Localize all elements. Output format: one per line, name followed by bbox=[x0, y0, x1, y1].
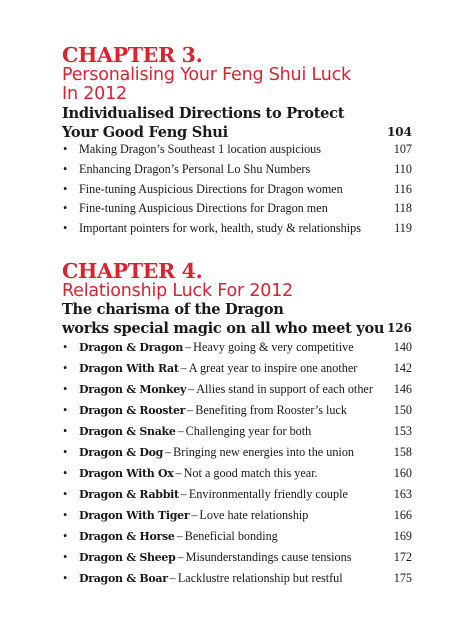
bullet-icon: • bbox=[63, 201, 68, 216]
chapter-3-section[interactable] bbox=[62, 104, 412, 142]
chapter-4-section-page: 126 bbox=[386, 321, 412, 335]
item-text bbox=[79, 400, 347, 421]
bullet-icon: • bbox=[63, 424, 68, 438]
item-page: 163 bbox=[393, 487, 412, 501]
bullet-icon: • bbox=[63, 382, 68, 396]
item-description: Not a good match this year. bbox=[183, 466, 318, 480]
list-item[interactable] bbox=[62, 199, 412, 219]
item-page: 166 bbox=[393, 508, 412, 522]
chapter-4-heading bbox=[62, 260, 402, 301]
bullet-icon: • bbox=[63, 181, 68, 196]
bullet-icon: • bbox=[63, 361, 68, 375]
list-item[interactable] bbox=[62, 180, 412, 200]
chapter-4-section[interactable] bbox=[62, 300, 412, 338]
item-text: Fine-tuning Auspicious Directions for Dragon women bbox=[79, 181, 343, 196]
item-page: 116 bbox=[394, 181, 412, 196]
item-page: 169 bbox=[393, 529, 412, 543]
chapter-3-list bbox=[62, 140, 412, 239]
chapter-3-heading bbox=[62, 44, 402, 104]
chapter-4-number: CHAPTER 4. bbox=[62, 259, 203, 283]
item-pairing: Dragon & Rooster bbox=[79, 404, 186, 417]
item-page: 142 bbox=[393, 361, 412, 375]
bullet-icon: • bbox=[63, 403, 68, 417]
dash-separator: – bbox=[177, 550, 184, 564]
chapter-4-title-line-1: Relationship Luck For 2012 bbox=[62, 281, 294, 301]
item-page: 158 bbox=[393, 445, 412, 459]
item-pairing: Dragon With Tiger bbox=[79, 509, 190, 522]
item-text bbox=[79, 505, 308, 526]
item-page: 119 bbox=[394, 221, 412, 236]
item-pairing: Dragon & Snake bbox=[79, 425, 176, 438]
dash-separator: – bbox=[191, 508, 198, 522]
chapter-3-number: CHAPTER 3. bbox=[62, 43, 203, 67]
item-page: 118 bbox=[394, 201, 412, 216]
dash-separator: – bbox=[180, 487, 187, 501]
bullet-icon: • bbox=[63, 221, 68, 236]
dash-separator: – bbox=[188, 382, 195, 396]
list-item[interactable] bbox=[62, 526, 412, 547]
item-page: 172 bbox=[393, 550, 412, 564]
item-pairing: Dragon & Boar bbox=[79, 572, 168, 585]
bullet-icon: • bbox=[63, 550, 68, 564]
item-page: 175 bbox=[393, 571, 412, 585]
chapter-3-section-line-2: Your Good Feng Shui bbox=[62, 124, 228, 141]
dash-separator: – bbox=[177, 424, 184, 438]
item-description: Environmentally friendly couple bbox=[188, 487, 348, 501]
item-text: Enhancing Dragon’s Personal Lo Shu Numbers bbox=[79, 161, 311, 176]
item-pairing: Dragon & Dragon bbox=[79, 341, 184, 354]
chapter-4-list bbox=[62, 337, 412, 589]
bullet-icon: • bbox=[63, 161, 68, 176]
item-text bbox=[79, 547, 351, 568]
dash-separator: – bbox=[165, 445, 172, 459]
item-description: Misunderstandings cause tensions bbox=[185, 550, 352, 564]
list-item[interactable] bbox=[62, 505, 412, 526]
item-text bbox=[79, 358, 357, 379]
item-pairing: Dragon With Ox bbox=[79, 467, 174, 480]
item-text bbox=[79, 442, 354, 463]
list-item[interactable] bbox=[62, 358, 412, 379]
dash-separator: – bbox=[185, 340, 192, 354]
list-item[interactable] bbox=[62, 442, 412, 463]
list-item[interactable] bbox=[62, 421, 412, 442]
item-page: 150 bbox=[393, 403, 412, 417]
chapter-4-section-line-1: The charisma of the Dragon bbox=[62, 301, 284, 318]
bullet-icon: • bbox=[63, 529, 68, 543]
item-description: A great year to inspire one another bbox=[188, 361, 358, 375]
item-page: 110 bbox=[394, 161, 412, 176]
item-pairing: Dragon & Monkey bbox=[79, 383, 187, 396]
item-page: 146 bbox=[393, 382, 412, 396]
list-item[interactable] bbox=[62, 160, 412, 180]
item-description: Allies stand in support of each other bbox=[196, 382, 373, 396]
item-text: Important pointers for work, health, study & relationships bbox=[79, 221, 361, 236]
item-page: 153 bbox=[393, 424, 412, 438]
list-item[interactable] bbox=[62, 400, 412, 421]
item-pairing: Dragon & Dog bbox=[79, 446, 164, 459]
item-description: Challenging year for both bbox=[185, 424, 312, 438]
chapter-3-title-line-2: In 2012 bbox=[62, 84, 127, 104]
dash-separator: – bbox=[175, 466, 182, 480]
dash-separator: – bbox=[169, 571, 176, 585]
item-text: Fine-tuning Auspicious Directions for Dragon men bbox=[79, 201, 328, 216]
list-item[interactable] bbox=[62, 337, 412, 358]
list-item[interactable] bbox=[62, 219, 412, 239]
item-text bbox=[79, 526, 278, 547]
bullet-icon: • bbox=[63, 571, 68, 585]
item-pairing: Dragon & Horse bbox=[79, 530, 175, 543]
bullet-icon: • bbox=[63, 508, 68, 522]
chapter-3-section-page: 104 bbox=[386, 125, 412, 139]
item-page: 107 bbox=[393, 142, 412, 156]
item-text bbox=[79, 484, 348, 505]
item-pairing: Dragon & Rabbit bbox=[79, 488, 179, 501]
item-text bbox=[79, 568, 343, 589]
item-text bbox=[79, 337, 354, 358]
item-description: Beneficial bonding bbox=[184, 529, 278, 543]
dash-separator: – bbox=[180, 361, 187, 375]
item-page: 140 bbox=[393, 340, 412, 354]
bullet-icon: • bbox=[63, 487, 68, 501]
item-text: Making Dragon’s Southeast 1 location auspicious bbox=[79, 142, 322, 156]
item-description: Bringing new energies into the union bbox=[173, 445, 355, 459]
item-text bbox=[79, 379, 373, 400]
list-item[interactable] bbox=[62, 463, 412, 484]
dash-separator: – bbox=[187, 403, 194, 417]
bullet-icon: • bbox=[63, 142, 68, 156]
item-text bbox=[79, 421, 311, 442]
item-description: Love hate relationship bbox=[199, 508, 309, 522]
list-item[interactable] bbox=[62, 140, 412, 160]
chapter-4-section-line-2: works special magic on all who meet you bbox=[62, 320, 385, 337]
item-pairing: Dragon With Rat bbox=[79, 362, 179, 375]
list-item[interactable] bbox=[62, 568, 412, 589]
list-item[interactable] bbox=[62, 484, 412, 505]
item-pairing: Dragon & Sheep bbox=[79, 551, 176, 564]
item-text bbox=[79, 463, 318, 484]
chapter-3-section-line-1: Individualised Directions to Protect bbox=[62, 105, 345, 122]
chapter-3-title-line-1: Personalising Your Feng Shui Luck bbox=[62, 65, 351, 85]
list-item[interactable] bbox=[62, 547, 412, 568]
dash-separator: – bbox=[176, 529, 183, 543]
item-description: Lacklustre relationship but restful bbox=[177, 571, 343, 585]
item-description: Benefiting from Rooster’s luck bbox=[195, 403, 348, 417]
list-item[interactable] bbox=[62, 379, 412, 400]
bullet-icon: • bbox=[63, 445, 68, 459]
bullet-icon: • bbox=[63, 340, 68, 354]
item-page: 160 bbox=[393, 466, 412, 480]
bullet-icon: • bbox=[63, 466, 68, 480]
item-description: Heavy going & very competitive bbox=[193, 340, 354, 354]
